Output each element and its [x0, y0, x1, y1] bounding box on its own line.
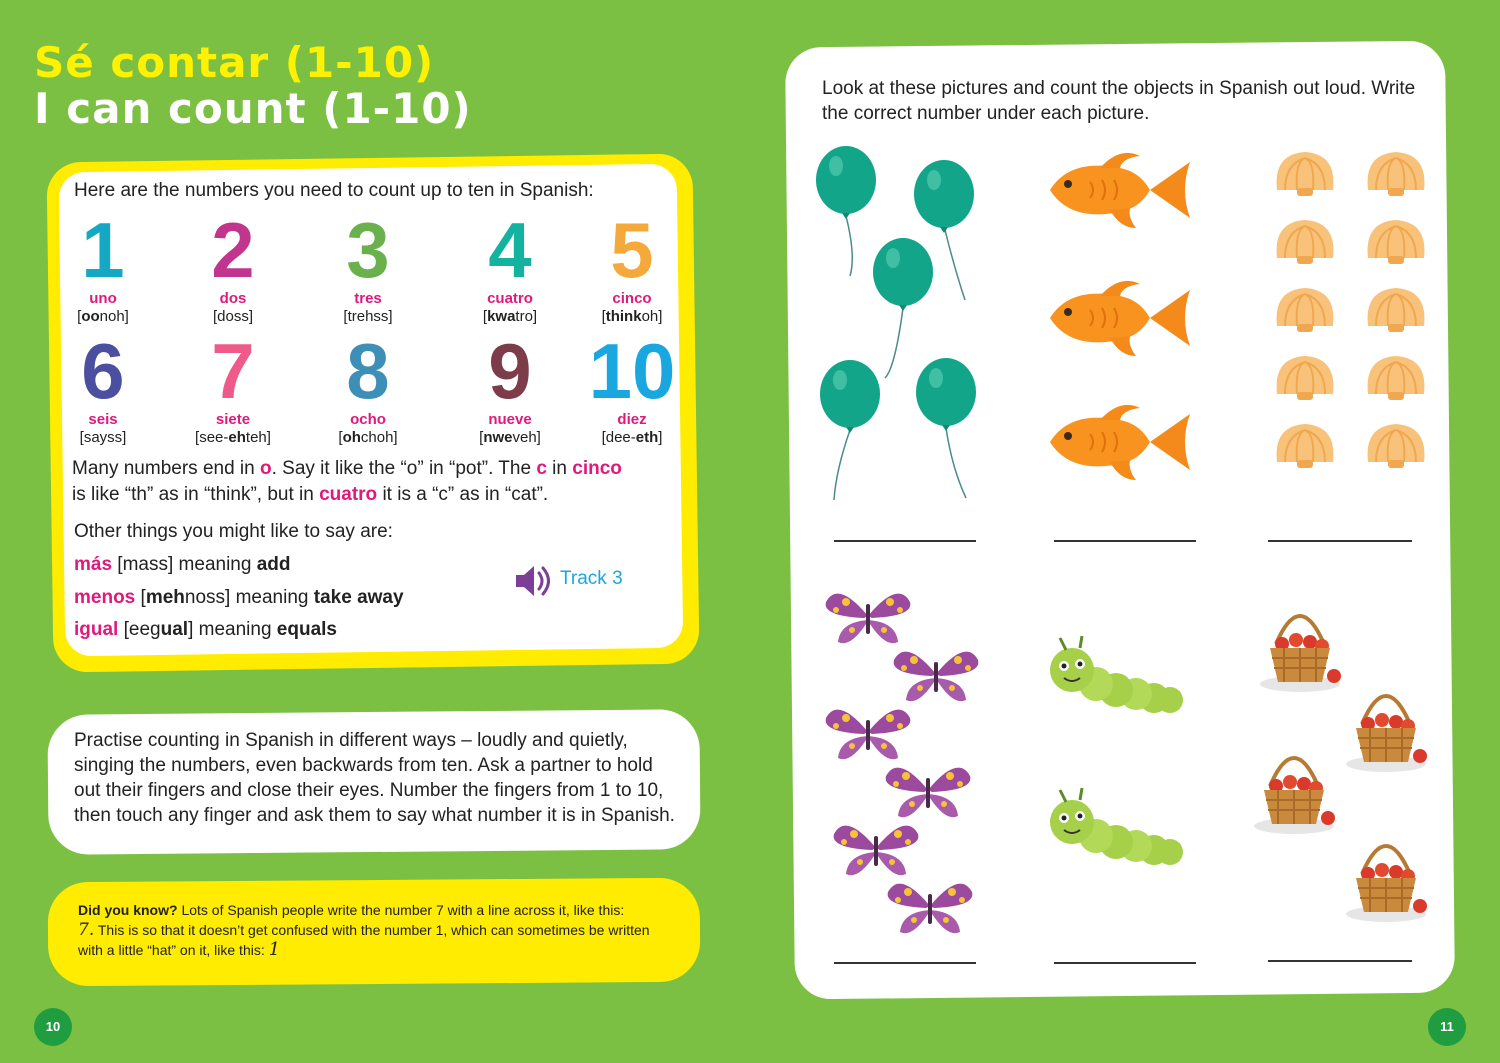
shell-icon	[1368, 288, 1425, 332]
number-digit: 5	[610, 206, 654, 294]
number-6	[48, 327, 158, 447]
page-number-left: 10	[34, 1008, 72, 1046]
shell-icon	[1368, 220, 1425, 264]
number-digit: 4	[488, 206, 532, 294]
number-word: uno	[89, 290, 117, 307]
butterfly-icon	[826, 594, 911, 644]
apple-basket-icon	[1260, 616, 1341, 692]
number-pronunciation: [doss]	[212, 308, 254, 325]
other-things-intro: Other things you might like to say are:	[74, 521, 393, 542]
number-5	[577, 206, 687, 326]
did-you-know-text: Did you know? Lots of Spanish people write the number 7 with a line across it, like this: 7. This is so that it doesn’t get confused with the number 1, which can sometimes be written with a little “hat” on it, like this: 1	[78, 902, 650, 960]
goldfish-icon	[1050, 281, 1190, 356]
number-pronunciation: [trehss]	[343, 308, 393, 325]
number-word: ocho	[350, 411, 386, 428]
answer-line-balloons[interactable]	[834, 540, 976, 542]
caterpillar-icon	[1050, 636, 1183, 713]
number-digit: 3	[346, 206, 390, 294]
title-english: I can count (1-10)	[34, 84, 472, 133]
number-digit: 10	[588, 327, 676, 415]
butterfly-icon	[826, 710, 911, 760]
answer-line-fish[interactable]	[1054, 540, 1196, 542]
phrase-igual: igual [eegual] meaning equals	[74, 619, 337, 640]
shells-group	[1277, 152, 1425, 468]
answer-line-butterflies[interactable]	[834, 962, 976, 964]
goldfish-icon	[1050, 153, 1190, 228]
shell-icon	[1277, 424, 1334, 468]
number-digit: 2	[211, 206, 255, 294]
number-word: diez	[617, 411, 647, 428]
number-word: tres	[354, 290, 382, 307]
number-pronunciation: [see-ehteh]	[195, 429, 271, 446]
shell-icon	[1368, 356, 1425, 400]
phrase-menos: menos [mehnoss] meaning take away	[74, 587, 404, 608]
balloon-icon	[816, 146, 876, 219]
shell-icon	[1277, 288, 1334, 332]
counting-pictures	[800, 130, 1440, 990]
balloon-icon	[916, 358, 976, 431]
shell-icon	[1368, 152, 1425, 196]
answer-line-shells[interactable]	[1268, 540, 1412, 542]
number-pronunciation: [sayss]	[79, 429, 127, 446]
caterpillars-group	[1050, 636, 1183, 865]
pronunciation-note: Many numbers end in o. Say it like the “o” in “pot”. The c in cinco is like “th” as in “think”, but in cuatro it is a “c” as in “cat”.	[72, 458, 622, 505]
number-9	[455, 327, 565, 447]
number-digit: 8	[346, 327, 390, 415]
butterfly-icon	[888, 884, 973, 934]
caterpillar-icon	[1050, 788, 1183, 865]
instructions: Look at these pictures and count the objects in Spanish out loud. Write the correct number under each picture.	[822, 78, 1416, 124]
apple-basket-icon	[1346, 696, 1427, 772]
speaker-icon[interactable]	[514, 564, 550, 598]
number-10	[577, 327, 687, 447]
number-digit: 1	[81, 206, 125, 294]
number-digit: 9	[488, 327, 532, 415]
page-number-right: 11	[1428, 1008, 1466, 1046]
balloon-icon	[914, 160, 974, 233]
number-4	[455, 206, 565, 326]
number-digit: 7	[211, 327, 255, 415]
butterfly-icon	[834, 826, 919, 876]
number-word: cuatro	[487, 290, 533, 307]
title-spanish: Sé contar (1-10)	[34, 38, 435, 87]
answer-line-caterpillars[interactable]	[1054, 962, 1196, 964]
numbers-intro: Here are the numbers you need to count up to ten in Spanish:	[74, 180, 594, 201]
phrase-mas: más [mass] meaning add	[74, 554, 291, 575]
number-word: nueve	[488, 411, 532, 428]
number-3	[313, 206, 423, 326]
number-pronunciation: [kwatro]	[482, 308, 538, 325]
number-digit: 6	[81, 327, 125, 415]
number-2	[178, 206, 288, 326]
butterflies-group	[826, 594, 979, 934]
apple-basket-icon	[1346, 846, 1427, 922]
number-word: cinco	[612, 290, 652, 307]
number-pronunciation: [oonoh]	[77, 308, 129, 325]
baskets-group	[1254, 616, 1427, 922]
number-7	[178, 327, 288, 447]
number-word: dos	[219, 290, 247, 307]
number-8	[313, 327, 423, 447]
balloon-icon	[873, 238, 933, 311]
apple-basket-icon	[1254, 758, 1335, 834]
practise-text: Practise counting in Spanish in different ways – loudly and quietly, singing the numbers, even backwards from ten. Ask a partner to hold out their fingers and close their eyes. Number the fingers from 1 to 10, then touch any finger and ask them to say what number it is in Spanish.	[74, 730, 675, 826]
goldfish-icon	[1050, 405, 1190, 480]
number-1	[48, 206, 158, 326]
number-pronunciation: [nweveh]	[479, 429, 541, 446]
number-word: seis	[88, 411, 118, 428]
track-label[interactable]: Track 3	[560, 568, 623, 589]
number-pronunciation: [dee-eth]	[601, 429, 663, 446]
answer-line-baskets[interactable]	[1268, 960, 1412, 962]
number-word: siete	[215, 411, 251, 428]
balloon-icon	[820, 360, 880, 433]
shell-icon	[1277, 152, 1334, 196]
goldfish-group	[1050, 153, 1190, 480]
number-pronunciation: [ohchoh]	[338, 429, 398, 446]
number-pronunciation: [thinkoh]	[601, 308, 663, 325]
shell-icon	[1277, 220, 1334, 264]
butterfly-icon	[894, 652, 979, 702]
shell-icon	[1277, 356, 1334, 400]
balloons-group	[816, 146, 976, 500]
shell-icon	[1368, 424, 1425, 468]
butterfly-icon	[886, 768, 971, 818]
